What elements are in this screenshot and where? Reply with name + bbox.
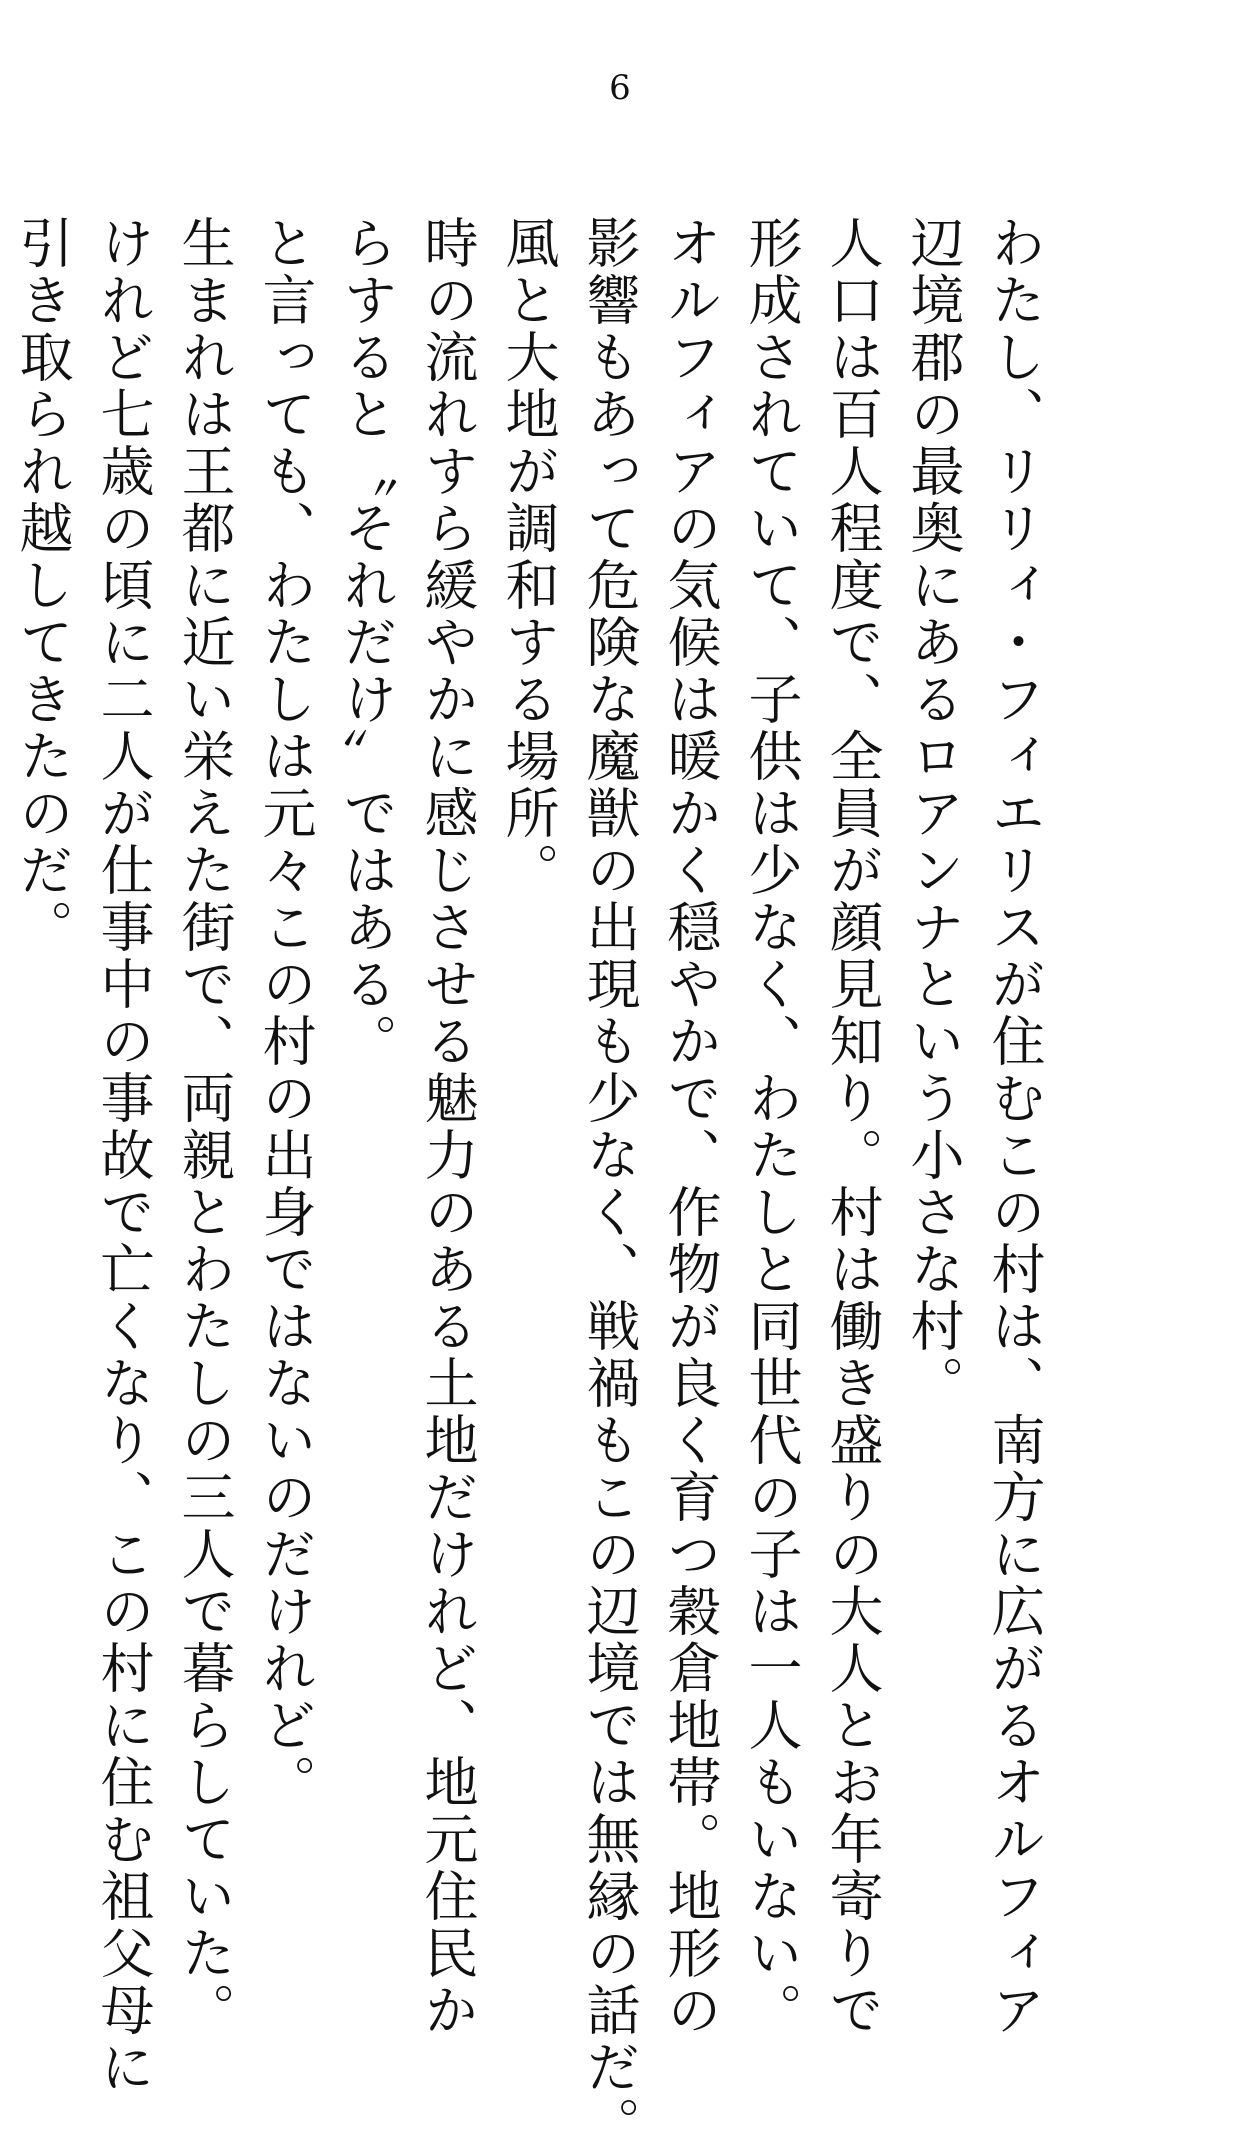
text-line-10: と言っても、わたしは元々この村の出身ではないのだけれど。 (254, 215, 317, 1811)
text-line-12: けれど七歳の頃に二人が仕事中の事故で亡くなり、この村に住む祖父母に (92, 215, 155, 2096)
text-line-3: 人口は百人程度で、全員が顔見知り。村は働き盛りの大人とお年寄りで (821, 215, 884, 2039)
text-line-14 (0, 215, 2, 1595)
text-line-5: オルフィアの気候は暖かく穏やかで、作物が良く育つ穀倉地帯。地形の (659, 215, 722, 2039)
text-line-2: 辺境郡の最奥にあるロアンナという小さな村。 (902, 215, 965, 1412)
text-line-1: わたし、リリィ・フィエリスが住むこの村は、南方に広がるオルフィア (983, 215, 1046, 2039)
page-number: 6 (609, 68, 631, 108)
text-line-4: 形成されていて、子供は少なく、わたしと同世代の子は一人もいない。 (740, 215, 803, 2039)
text-line-11: 生まれは王都に近い栄えた街で、両親とわたしの三人で暮らしていた。 (173, 215, 236, 2039)
text-line-7: 風と大地が調和する場所。 (497, 215, 560, 899)
body-text (0, 215, 1055, 2153)
text-line-6: 影響もあって危険な魔獣の出現も少なく、戦禍もこの辺境では無縁の話だ。 (578, 215, 641, 2153)
text-line-8: 時の流れすら緩やかに感じさせる魅力のある土地だけれど、地元住民か (416, 215, 479, 2039)
text-line-13: 引き取られ越してきたのだ。 (11, 215, 74, 956)
text-line-9: らすると〝それだけ〟ではある。 (335, 215, 398, 1070)
